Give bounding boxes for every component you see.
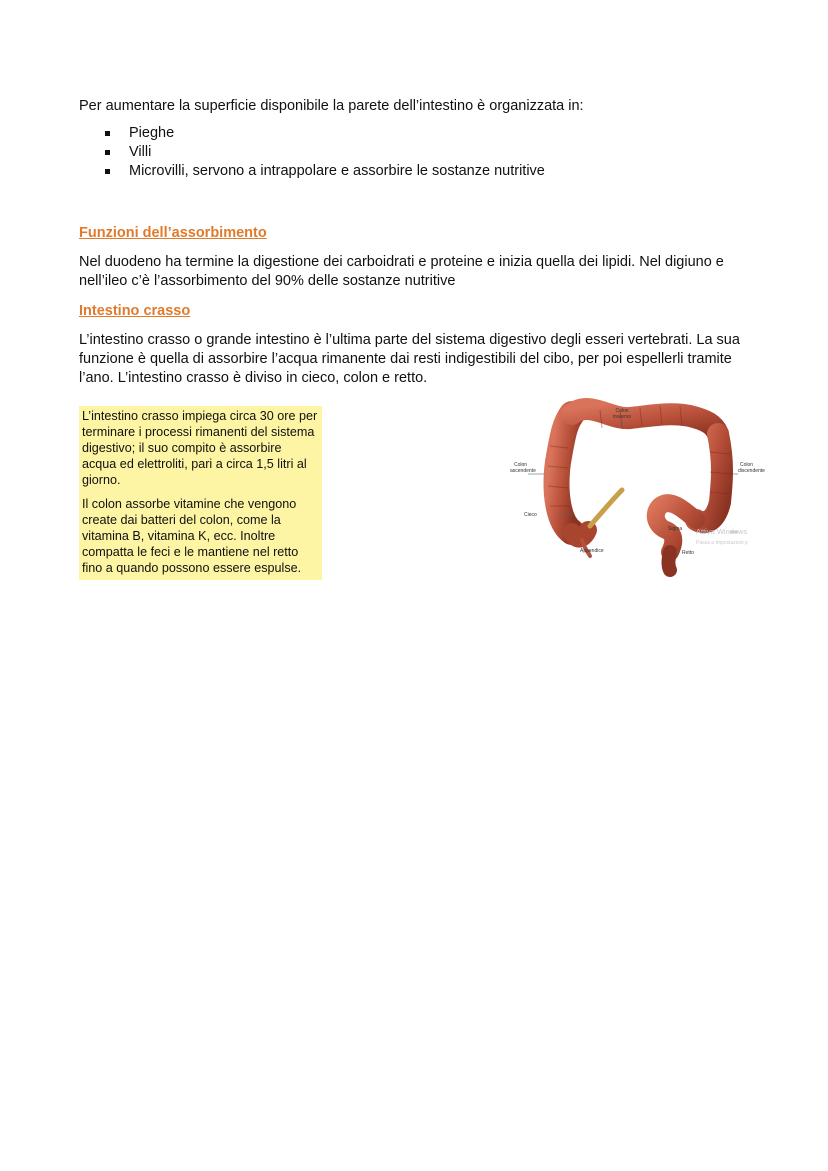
label-colon-ascendente-2: ascendente	[510, 468, 536, 474]
watermark-line-2: Passa a Impostazioni p	[696, 540, 748, 546]
square-bullet-icon	[105, 150, 110, 155]
section-text-funzioni: Nel duodeno ha termine la digestione dei carboidrati e proteine e inizia quella dei lipidi. Nel digiuno e nell’ileo c’è l’assorbimento del 90% delle sostanze nutritive	[79, 254, 724, 289]
label-colon-ascendente-1: Colon	[514, 462, 528, 468]
note-paragraph-1: L’intestino crasso impiega circa 30 ore per terminare i processi rimanenti del sistema digestivo; il suo compito è assorbire acqua ed elettroliti, pari a circa 1,5 litri al giorno.	[82, 409, 318, 487]
list-item	[105, 162, 749, 181]
list-item	[105, 143, 749, 162]
lower-row	[79, 398, 765, 578]
intro-text: Per aumentare la superficie disponibile la parete dell’intestino è organizzata in:	[79, 98, 584, 114]
list-item-text: Villi	[129, 144, 152, 160]
section-heading-funzioni: Funzioni dell’assorbimento	[79, 225, 267, 241]
watermark-line-1: Attiva Windows	[696, 527, 748, 536]
cecum-shape	[572, 530, 588, 539]
label-colon-traverso-2: traverso	[612, 414, 632, 420]
square-bullet-icon	[105, 131, 110, 136]
document-page	[79, 96, 765, 578]
note-paragraph-2: Il colon assorbe vitamine che vengono create dai batteri del colon, come la vitamina B, vitamina K, ecc. Inoltre compatta le feci e le mantiene nel retto fino a quando possono essere espulse.	[82, 497, 302, 575]
rectum-shape	[669, 552, 671, 570]
list-item-text: Microvilli, servono a intrappolare e assorbire le sostanze nutritive	[129, 163, 545, 179]
ileum-shape	[590, 490, 622, 526]
label-retto: Retto	[682, 550, 694, 556]
large-intestine-diagram	[510, 402, 765, 572]
section-heading-intestino-crasso: Intestino crasso	[79, 303, 191, 319]
section-text-intestino-crasso: L’intestino crasso o grande intestino è l’ultima parte del sistema digestivo degli esseri vertebrati. La sua funzione è quella di assorbire l’acqua rimanente dai resti indigestibili del cibo, per poi espellerli tramite l’ano. L’intestino crasso è diviso in cieco, colon e retto.	[79, 332, 740, 386]
label-sigma: Sigma	[668, 526, 683, 532]
transverse-colon-shape	[572, 409, 718, 434]
label-cieco: Cieco	[524, 512, 537, 518]
descending-colon-shape	[696, 434, 722, 522]
label-colon-discendente-1: Colon	[740, 462, 754, 468]
large-intestine-illustration	[510, 402, 765, 572]
label-appendice: Appendice	[580, 548, 604, 554]
list-item-text: Pieghe	[129, 125, 175, 141]
highlight-note-box	[79, 406, 322, 580]
structure-list	[79, 124, 749, 181]
label-colon-traverso-1: Colon	[615, 408, 629, 414]
list-item	[105, 124, 749, 143]
square-bullet-icon	[105, 169, 110, 174]
label-colon-discendente-2: discendente	[738, 468, 765, 474]
